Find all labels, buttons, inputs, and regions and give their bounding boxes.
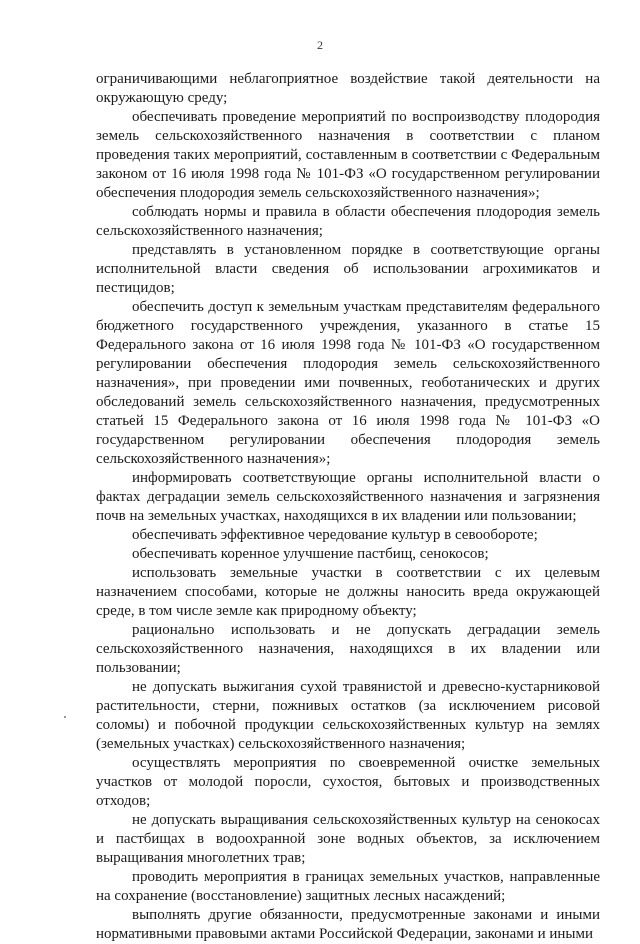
paragraph: не допускать выращивания сельскохозяйственных культур на сенокосах и пастбищах в водоохранной зоне водных объектов, за исключением выращивания многолетних трав; [96,812,600,866]
margin-mark [64,716,66,718]
paragraph: проводить мероприятия в границах земельных участков, направленные на сохранение (восстановление) защитных лесных насаждений; [96,869,600,904]
paragraph: не допускать выжигания сухой травянистой и древесно-кустарниковой растительности, стерни, пожнивых остатков (за исключением рисовой соломы) и побочной продукции сельскохозяйственных культур на землях (земельных участках) сельскохозяйственного назначения; [96,679,600,752]
page-number: 2 [317,38,323,52]
paragraph: обеспечивать эффективное чередование культур в севообороте; [132,527,538,543]
paragraph: использовать земельные участки в соответствии с их целевым назначением способами, которые не должны наносить вреда окружающей среде, в том числе земле как природному объекту; [96,565,600,619]
paragraph: выполнять другие обязанности, предусмотренные законами и иными нормативными правовыми актами Российской Федерации, законами и иными [96,907,600,942]
paragraph: соблюдать нормы и правила в области обеспечения плодородия земель сельскохозяйственного назначения; [96,204,600,239]
paragraph: обеспечивать коренное улучшение пастбищ, сенокосов; [132,546,489,562]
paragraph: информировать соответствующие органы исполнительной власти о фактах деградации земель сельскохозяйственного назначения и загрязнения почв на земельных участках, находящихся в их владении или пользовании; [96,470,600,524]
paragraph: рационально использовать и не допускать деградации земель сельскохозяйственного назначения, находящихся в их владении или пользовании; [96,622,600,676]
paragraph: осуществлять мероприятия по своевременной очистке земельных участков от молодой поросли, сухостоя, бытовых и производственных отходов; [96,755,600,809]
document-body [96,70,600,944]
paragraph: обеспечивать проведение мероприятий по воспроизводству плодородия земель сельскохозяйственного назначения в соответствии с планом проведения таких мероприятий, составленным в соответствии с Федеральным законом от 16 июля 1998 года № 101-ФЗ «О государственном регулировании обеспечения плодородия земель сельскохозяйственного назначения»; [96,109,600,201]
paragraph: представлять в установленном порядке в соответствующие органы исполнительной власти сведения об использовании агрохимикатов и пестицидов; [96,242,600,296]
paragraph: обеспечить доступ к земельным участкам представителям федерального бюджетного государственного учреждения, указанного в статье 15 Федерального закона от 16 июля 1998 года № 101-ФЗ «О государственном регулировании обеспечения плодородия земель сельскохозяйственного назначения», при проведении ими почвенных, геоботанических и других обследований земель сельскохозяйственного назначения, предусмотренных статьей 15 Федерального закона от 16 июля 1998 года № 101-ФЗ «О государственном регулировании обеспечения плодородия земель сельскохозяйственного назначения»; [96,299,600,467]
paragraph: ограничивающими неблагоприятное воздействие такой деятельности на окружающую среду; [96,71,600,106]
